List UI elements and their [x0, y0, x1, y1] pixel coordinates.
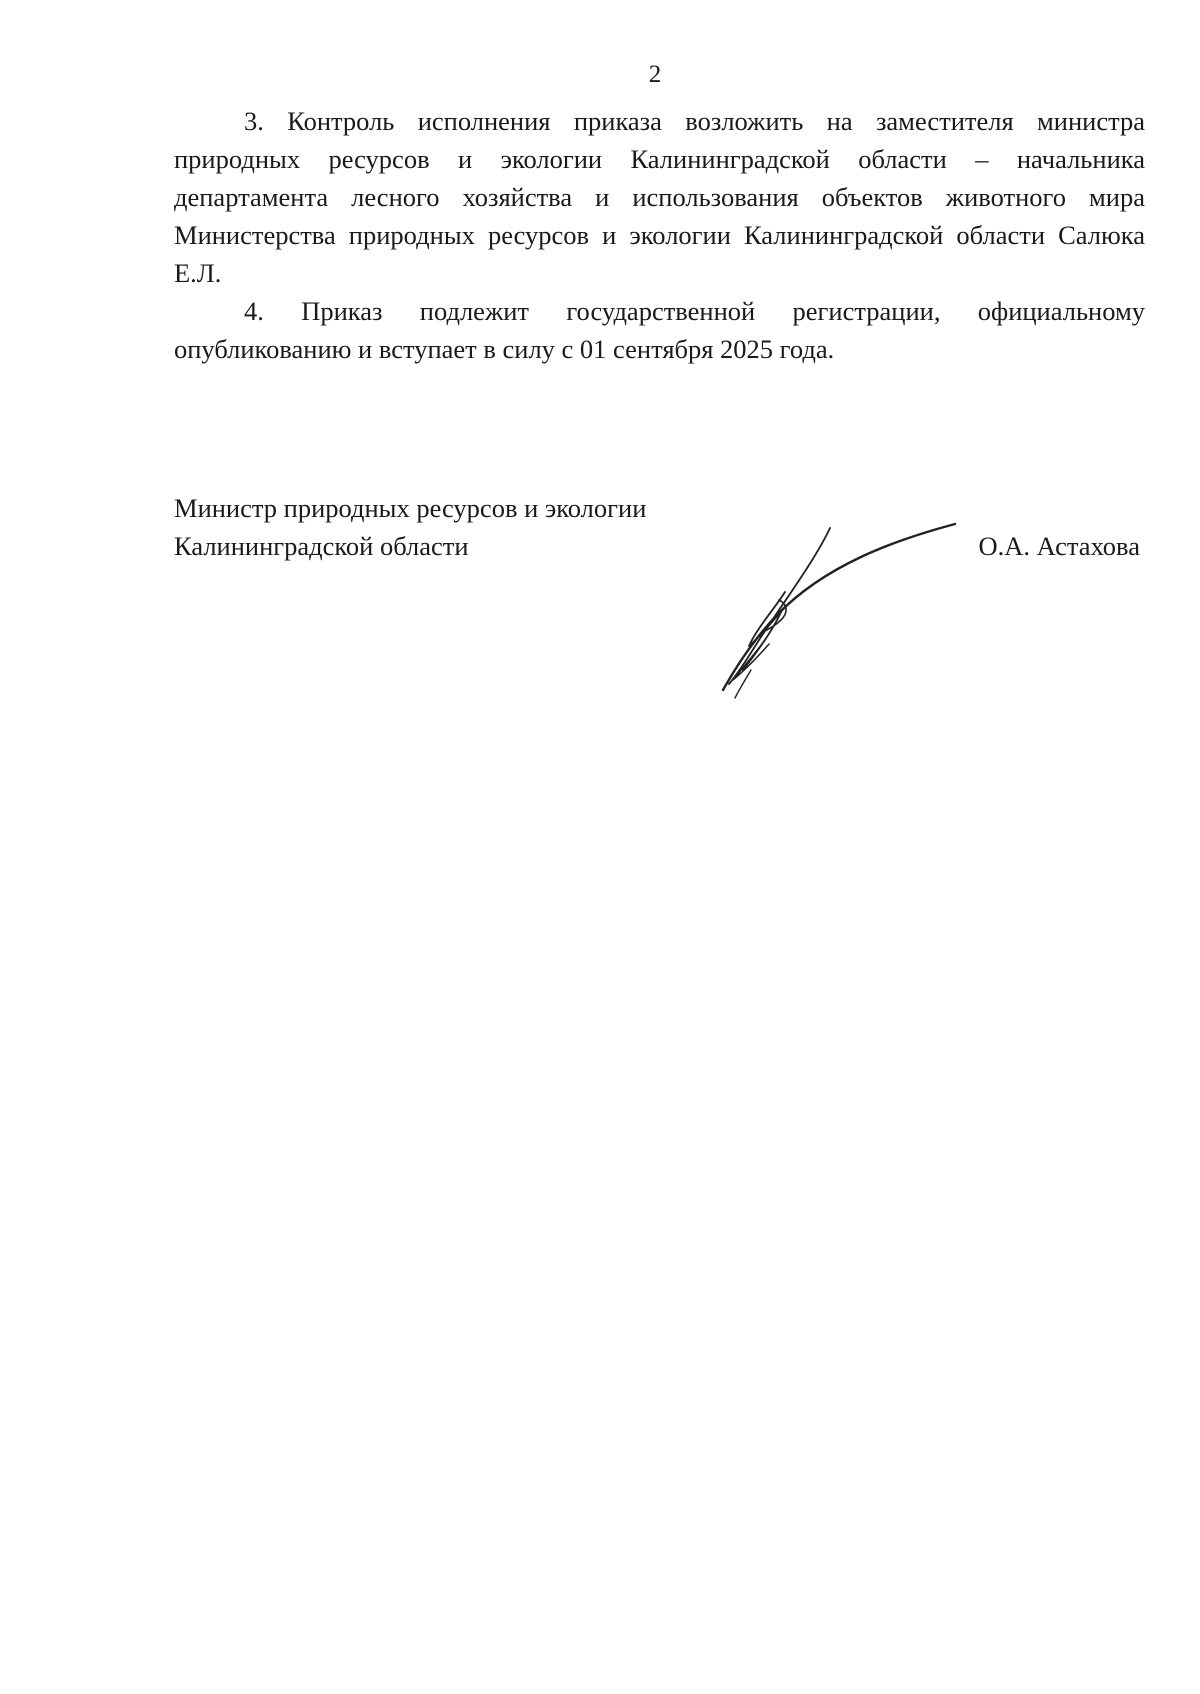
signer-position-line-2: Калининградской области — [174, 531, 469, 561]
paragraph-3: 3. Контроль исполнения приказа возложить на заместителя министра природных ресурсов и экологии Калининградской области – начальника департамента лесного хозяйства и использования объектов животного мира Министерства природных ресурсов и экологии Калининградской области Салюка Е.Л. — [174, 106, 1145, 288]
paragraph-4: 4. Приказ подлежит государственной регистрации, официальному опубликованию и вступает в силу с 01 сентября 2025 года. — [174, 296, 1145, 364]
signer-position — [174, 489, 646, 565]
document-body — [174, 102, 1145, 368]
page-number: 2 — [648, 61, 662, 88]
signer-position-line-1: Министр природных ресурсов и экологии — [174, 493, 647, 523]
handwritten-signature — [715, 520, 965, 700]
signer-name: О.А. Астахова — [978, 531, 1140, 561]
